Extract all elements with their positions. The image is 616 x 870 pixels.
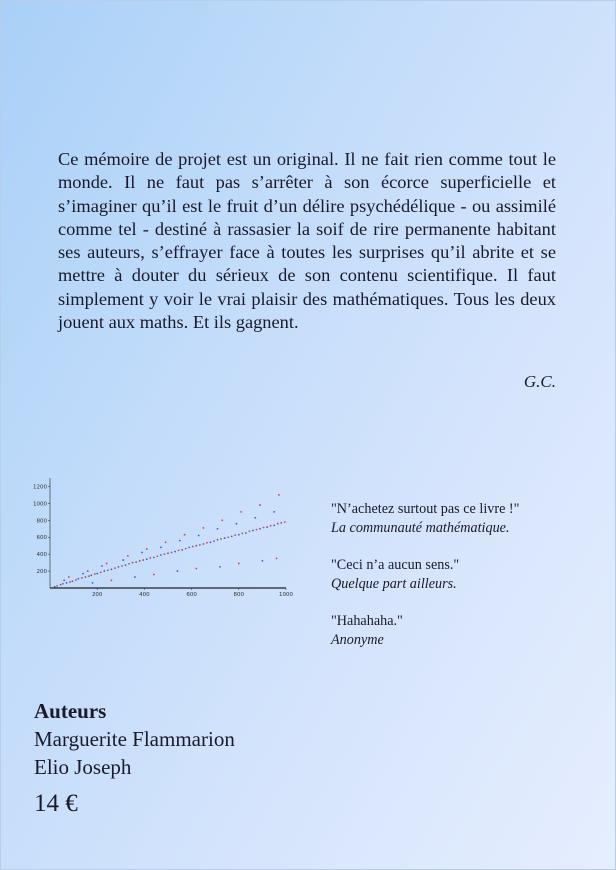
y-tick-label: 400 <box>36 552 47 559</box>
scatter-point <box>240 511 242 513</box>
scatter-point <box>236 523 238 525</box>
scatter-point <box>231 535 233 537</box>
scatter-point <box>273 524 275 526</box>
scatter-point <box>100 571 102 573</box>
scatter-point <box>101 565 103 567</box>
scatter-point <box>142 559 144 561</box>
scatter-point <box>96 573 98 575</box>
price: 14 € <box>34 790 78 817</box>
quote <box>331 612 581 650</box>
y-tick-label: 1200 <box>33 484 47 491</box>
quote-text: "Ceci n’a aucun sens." <box>331 557 460 573</box>
scatter-point <box>134 576 136 578</box>
scatter-point <box>220 538 222 540</box>
scatter-point <box>66 582 68 584</box>
scatter-point <box>206 542 208 544</box>
scatter-point <box>165 541 167 543</box>
author-name: Elio Joseph <box>34 755 132 779</box>
scatter-point <box>103 570 105 572</box>
back-cover-blurb: Ce mémoire de projet est un original. Il ne fait rien comme tout le monde. Il ne faut pas s’arrêter à son écorce superficielle et s’imaginer qu’il est le fruit d’un délire psychédélique - ou assimilé comme tel - destiné à rassasier la soif de rire permanente habitant ses auteurs, s’effrayer face à toutes les surprises qu’il abrite et se mettre à douter du sérieux de son contenu scientifique. Il faut simplement y voir le vrai plaisir des mathématiques. Tous les deux jouent aux maths. Et ils gagnent. <box>58 149 556 333</box>
scatter-point <box>277 523 279 525</box>
scatter-point <box>195 568 197 570</box>
scatter-point <box>54 586 56 588</box>
scatter-point <box>60 584 62 586</box>
scatter-point <box>118 566 120 568</box>
scatter-point <box>227 536 229 538</box>
scatter-point <box>181 549 183 551</box>
scatter-point <box>198 535 200 537</box>
scatter-point <box>245 532 247 534</box>
scatter-chart <box>30 470 300 600</box>
scatter-point <box>262 560 264 562</box>
x-tick-label: 1000 <box>279 592 293 598</box>
scatter-point <box>266 526 268 528</box>
scatter-point <box>270 525 272 527</box>
scatter-point <box>114 567 116 569</box>
scatter-point <box>110 579 112 581</box>
scatter-point <box>135 561 137 563</box>
scatter-point <box>278 494 280 496</box>
y-tick-label: 600 <box>36 535 47 542</box>
scatter-point <box>122 559 124 561</box>
scatter-point <box>128 563 130 565</box>
scatter-point <box>139 560 141 562</box>
scatter-point <box>184 534 186 536</box>
quote-text: "N’achetez surtout pas ce livre !" <box>331 501 520 517</box>
scatter-point <box>280 522 282 524</box>
scatter-point <box>87 570 89 572</box>
scatter-point <box>160 554 162 556</box>
scatter-point <box>177 570 179 572</box>
scatter-point <box>90 574 92 576</box>
scatter-point <box>188 546 190 548</box>
scatter-point <box>68 576 70 578</box>
x-tick-label: 200 <box>91 592 103 598</box>
scatter-point <box>179 540 181 542</box>
scatter-point <box>224 537 226 539</box>
quote-source: Quelque part ailleurs. <box>331 576 457 592</box>
scatter-point <box>92 582 94 584</box>
scatter-point <box>241 533 243 535</box>
scatter-point <box>106 563 108 565</box>
scatter-point <box>121 565 123 567</box>
scatter-point <box>192 546 194 548</box>
x-tick-label: 800 <box>233 592 245 598</box>
scatter-point <box>254 517 256 519</box>
scatter-point <box>63 579 65 581</box>
x-tick-label: 400 <box>139 592 150 598</box>
scatter-point <box>125 564 127 566</box>
scatter-point <box>85 576 87 578</box>
authors-heading: Auteurs <box>34 699 107 723</box>
scatter-point <box>164 553 166 555</box>
scatter-point <box>69 581 71 583</box>
scatter-point <box>234 534 236 536</box>
scatter-point <box>273 511 275 513</box>
quote-text: "Hahahaha." <box>331 613 403 629</box>
scatter-point <box>213 540 215 542</box>
scatter-point <box>276 557 278 559</box>
scatter-point <box>81 577 83 579</box>
scatter-point <box>77 578 79 580</box>
scatter-point <box>75 579 77 581</box>
y-tick-label: 200 <box>36 569 47 576</box>
scatter-point <box>62 583 64 585</box>
scatter-point <box>132 562 134 564</box>
scatter-point <box>210 541 212 543</box>
scatter-point <box>217 528 219 530</box>
scatter-point <box>146 548 148 550</box>
quote <box>331 500 581 538</box>
scatter-point <box>259 528 261 530</box>
scatter-point <box>256 529 258 531</box>
x-tick-label: 600 <box>186 592 197 598</box>
scatter-point <box>141 552 143 554</box>
scatter-point <box>56 585 58 587</box>
scatter-point <box>249 530 251 532</box>
scatter-point <box>238 563 240 565</box>
scatter-point <box>263 527 265 529</box>
author-name: Marguerite Flammarion <box>34 727 235 751</box>
scatter-point <box>94 573 96 575</box>
scatter-point <box>174 551 176 553</box>
scatter-point <box>252 530 254 532</box>
scatter-point <box>72 580 74 582</box>
y-tick-label: 1000 <box>33 501 47 508</box>
y-tick-label: 800 <box>36 518 47 525</box>
scatter-point <box>203 543 205 545</box>
quote-source: La communauté mathématique. <box>331 520 510 536</box>
scatter-point <box>167 552 169 554</box>
quote-source: Anonyme <box>331 632 384 648</box>
blurb-signature: G.C. <box>523 372 556 391</box>
quote <box>331 556 581 594</box>
scatter-point <box>82 573 84 575</box>
scatter-point <box>203 527 205 529</box>
scatter-point <box>88 575 90 577</box>
scatter-point <box>178 549 180 551</box>
scatter-point <box>217 539 219 541</box>
scatter-point <box>110 568 112 570</box>
scatter-point <box>284 521 286 523</box>
scatter-point <box>221 519 223 521</box>
quotes-block <box>331 500 581 668</box>
scatter-point <box>160 546 162 548</box>
scatter-point <box>238 534 240 536</box>
scatter-point <box>156 555 158 557</box>
scatter-point <box>219 566 221 568</box>
scatter-point <box>185 548 187 550</box>
scatter-point <box>259 504 261 506</box>
scatter-point <box>153 574 155 576</box>
scatter-point <box>199 544 201 546</box>
scatter-point <box>195 545 197 547</box>
scatter-point <box>107 569 109 571</box>
scatter-point <box>153 557 155 559</box>
scatter-point <box>149 557 151 559</box>
scatter-point <box>171 552 173 554</box>
scatter-point <box>127 555 129 557</box>
scatter-point <box>146 558 148 560</box>
